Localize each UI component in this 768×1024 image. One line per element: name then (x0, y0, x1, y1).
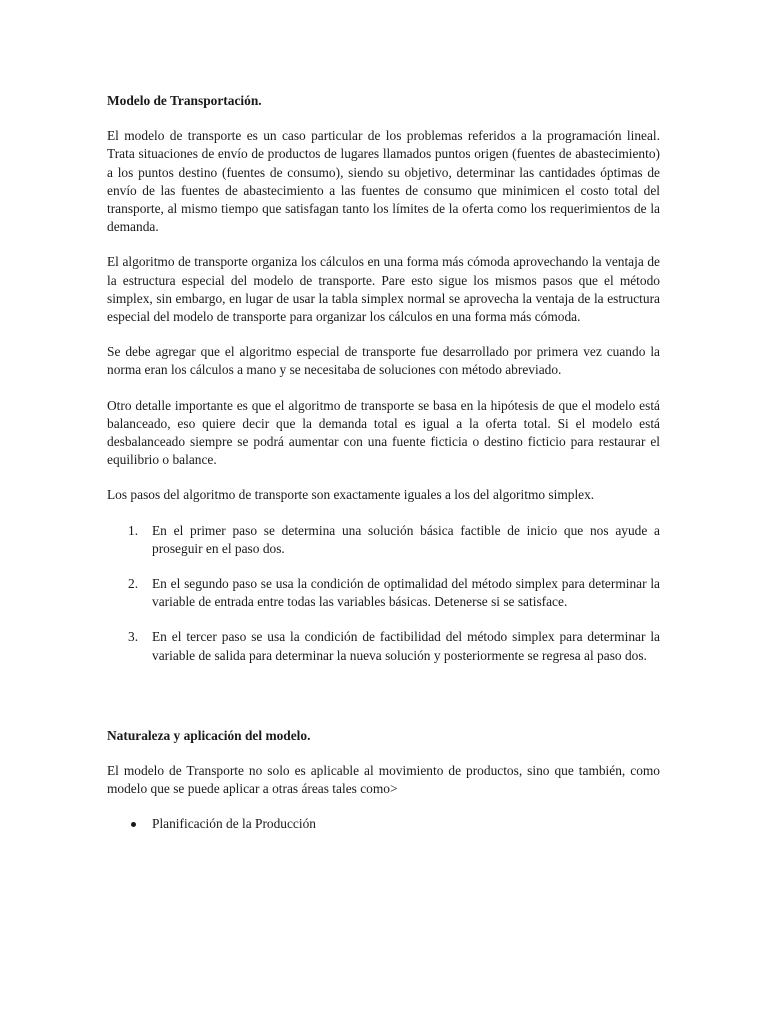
step-item (107, 522, 660, 558)
step-number: 1. (128, 522, 139, 538)
step-text: En el primer paso se determina una solución básica factible de inicio que nos ayude a proseguir en el paso dos. (152, 522, 660, 556)
paragraph-algorithm: El algoritmo de transporte organiza los cálculos en una forma más cómoda aprovechando la ventaja de la estructura especial del modelo de transporte. Pare esto sigue los mismos pasos que el método simplex, sin embargo, en lugar de usar la tabla simplex normal se aprovecha la ventaja de la estructura especial del modelo de transporte para organizar los cálculos en una forma más cómoda. (107, 254, 660, 325)
step-item (107, 575, 660, 611)
section-spacer (107, 682, 660, 727)
paragraph-balance: Otro detalle importante es que el algoritmo de transporte se basa en la hipótesis de que el modelo está balanceado, eso quiere decir que la demanda total es igual a la oferta total. Si el modelo está desbalanceado siempre se podrá aumentar con una fuente ficticia o destino ficticio para restaurar el equilibrio o balance. (107, 397, 660, 468)
bullet-dot-icon (131, 822, 136, 827)
section-title-naturaleza: Naturaleza y aplicación del modelo. (107, 727, 311, 743)
step-item (107, 628, 660, 664)
step-number: 3. (128, 629, 139, 645)
section-title-modelo-transportacion: Modelo de Transportación. (107, 93, 262, 108)
step-number: 2. (128, 576, 139, 592)
paragraph-applications: El modelo de Transporte no solo es aplicable al movimiento de productos, sino que también, como modelo que se puede aplicar a otras áreas tales como> (107, 763, 660, 797)
paragraph-definition: El modelo de transporte es un caso particular de los problemas referidos a la programación lineal. Trata situaciones de envío de productos de lugares llamados puntos origen (fuentes de abastecimiento) a los puntos destino (fuentes de consumo), siendo su objetivo, determinar las cantidades óptimas de envío de las fuentes de abastecimiento a las fuentes de consumo que minimicen el costo total del transporte, al mismo tiempo que satisfagan tanto los límites de la oferta como los requerimientos de la demanda. (107, 128, 660, 235)
document-page (107, 92, 660, 834)
step-text: En el segundo paso se usa la condición de optimalidad del método simplex para determinar la variable de entrada entre todas las variables básicas. Detenerse si se satisface. (152, 576, 660, 610)
bullet-item (107, 815, 660, 833)
paragraph-steps-intro: Los pasos del algoritmo de transporte son exactamente iguales a los del algoritmo simplex. (107, 487, 595, 503)
steps-list (107, 522, 660, 665)
bullet-text: Planificación de la Producción (152, 816, 316, 832)
step-text: En el tercer paso se usa la condición de factibilidad del método simplex para determinar la variable de salida para determinar la nueva solución y posteriormente se regresa al paso dos. (152, 629, 660, 663)
paragraph-history: Se debe agregar que el algoritmo especial de transporte fue desarrollado por primera vez cuando la norma eran los cálculos a mano y se necesitaba de soluciones con método abreviado. (107, 344, 660, 378)
bullet-list (107, 815, 660, 833)
